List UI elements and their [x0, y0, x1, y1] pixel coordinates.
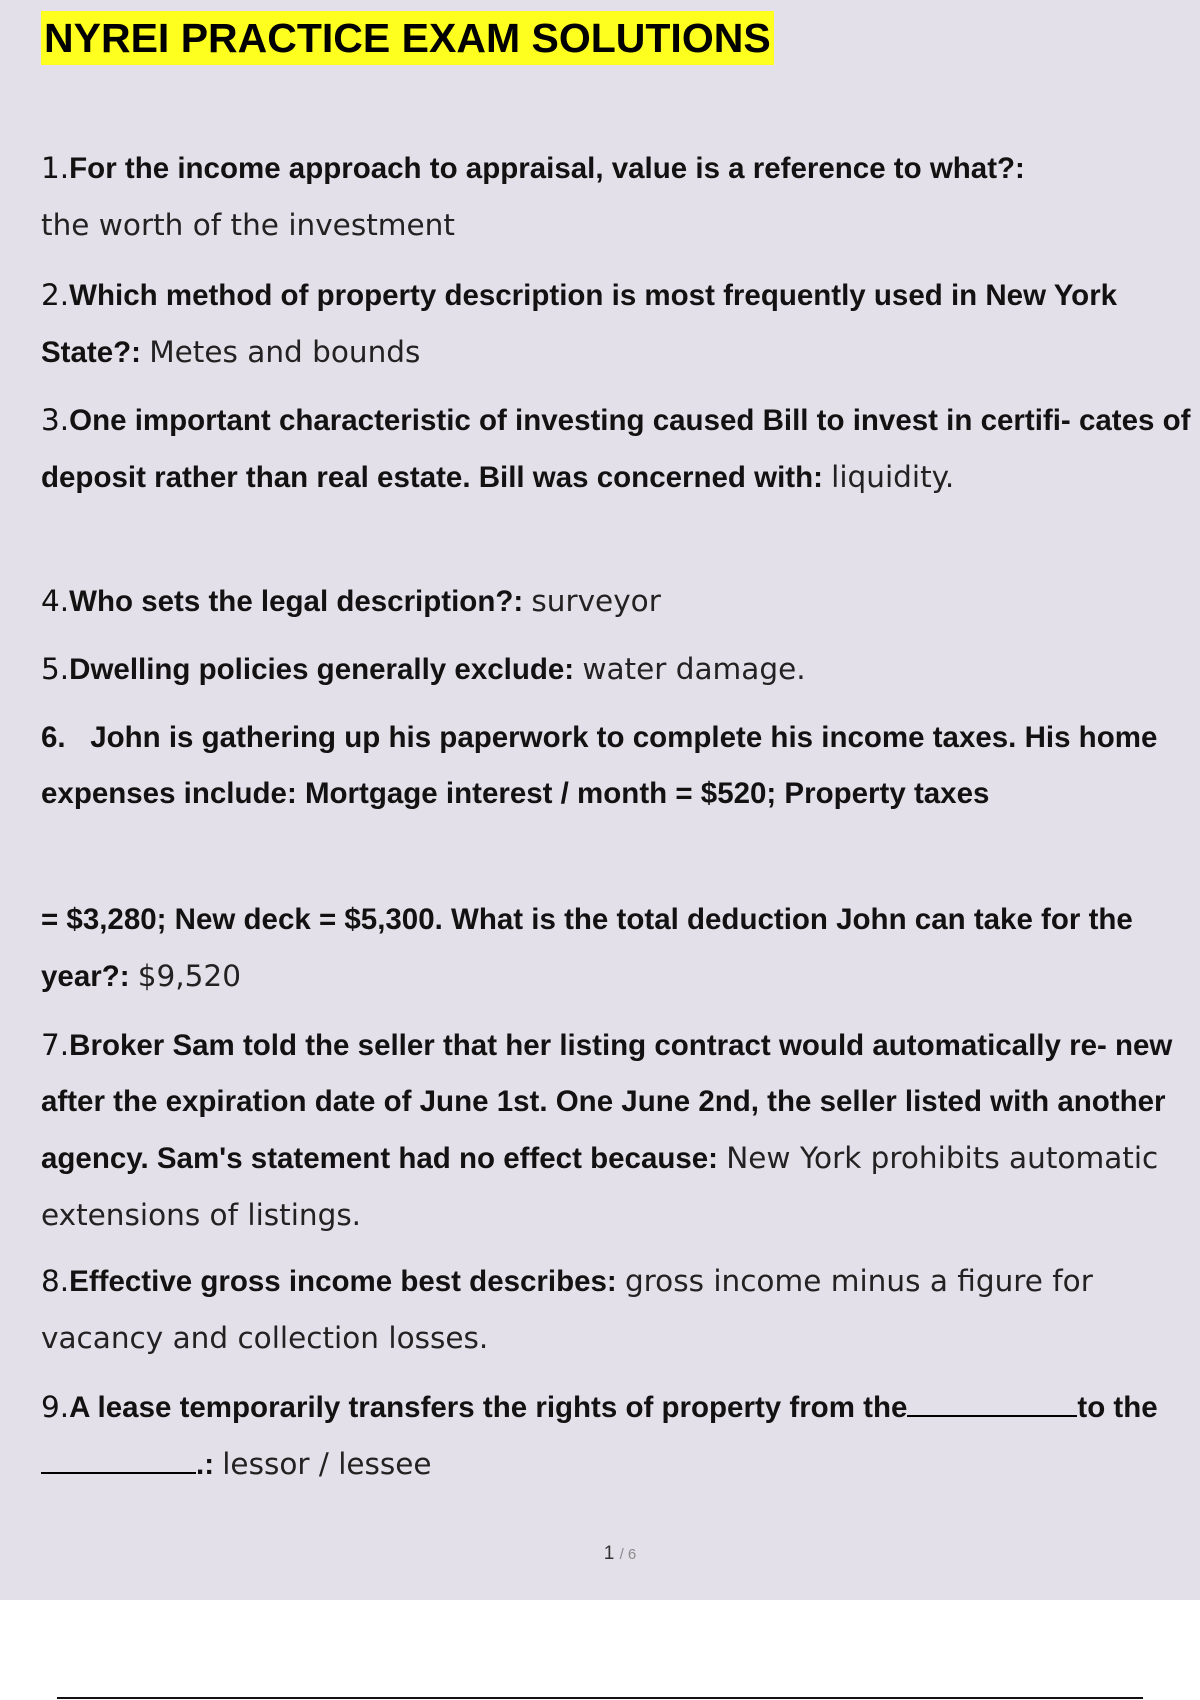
question-text: Who sets the legal description?: [69, 585, 524, 618]
question-4 [41, 573, 1191, 630]
answer-text: liquidity. [831, 460, 955, 494]
question-text: Which method of property description is most frequently used in New York State?: [41, 279, 1118, 369]
fill-in-blank [41, 1446, 196, 1474]
question-1 [41, 140, 1191, 254]
question-number: 9. [41, 1390, 70, 1424]
answer-text: lessor / lessee [222, 1447, 432, 1481]
question-9 [41, 1379, 1191, 1493]
question-6 [41, 710, 1191, 822]
question-6-continued [41, 892, 1191, 1005]
question-number: 1. [41, 151, 70, 185]
question-number: 2. [41, 278, 70, 312]
answer-text: water damage. [582, 652, 806, 686]
question-text: One important characteristic of investing caused Bill to invest in certifi- cates of deposit rather than real estate. Bill was concerned with: [41, 404, 1191, 494]
answer-text: Metes and bounds [149, 335, 421, 369]
question-text-continued: = $3,280; New deck = $5,300. What is the total deduction John can take for the year?: [41, 903, 1133, 993]
question-text: A lease temporarily transfers the rights of property from the [69, 1391, 908, 1424]
divider-line [57, 1697, 1143, 1699]
question-text: Broker Sam told the seller that her listing contract would automatically re- new after the expiration date of June 1st. One June 2nd, the seller listed with another agency. Sam's statement had no effect because: [41, 1029, 1173, 1175]
answer-text: $9,520 [137, 959, 241, 993]
question-number: 5. [41, 652, 70, 686]
question-3 [41, 392, 1191, 506]
answer-text: gross income minus a figure for vacancy and collection losses. [41, 1264, 1093, 1355]
question-8 [41, 1253, 1191, 1367]
question-text: to the [1077, 1391, 1158, 1424]
question-text: .: [196, 1448, 215, 1481]
question-text: John is gathering up his paperwork to complete his income taxes. His home expenses include: Mortgage interest / month = $520; Property taxes [41, 721, 1158, 810]
question-7 [41, 1017, 1191, 1244]
question-number: 7. [41, 1028, 70, 1062]
document-title: NYREI PRACTICE EXAM SOLUTIONS [41, 11, 774, 65]
fill-in-blank [907, 1389, 1077, 1417]
answer-text: the worth of the investment [41, 208, 455, 242]
question-text: For the income approach to appraisal, value is a reference to what?: [69, 152, 1025, 185]
total-pages: / 6 [619, 1546, 637, 1563]
page-indicator [0, 1543, 1200, 1565]
question-text: Dwelling policies generally exclude: [69, 653, 575, 686]
question-5 [41, 641, 1191, 698]
question-number: 3. [41, 403, 70, 437]
question-text: Effective gross income best describes: [69, 1265, 617, 1298]
question-number: 6. [41, 721, 66, 754]
question-number: 4. [41, 584, 70, 618]
answer-text: New York prohibits automatic extensions of listings. [41, 1141, 1159, 1232]
answer-text: surveyor [531, 584, 661, 618]
question-number: 8. [41, 1264, 70, 1298]
question-2 [41, 267, 1191, 381]
current-page: 1 [603, 1543, 615, 1564]
